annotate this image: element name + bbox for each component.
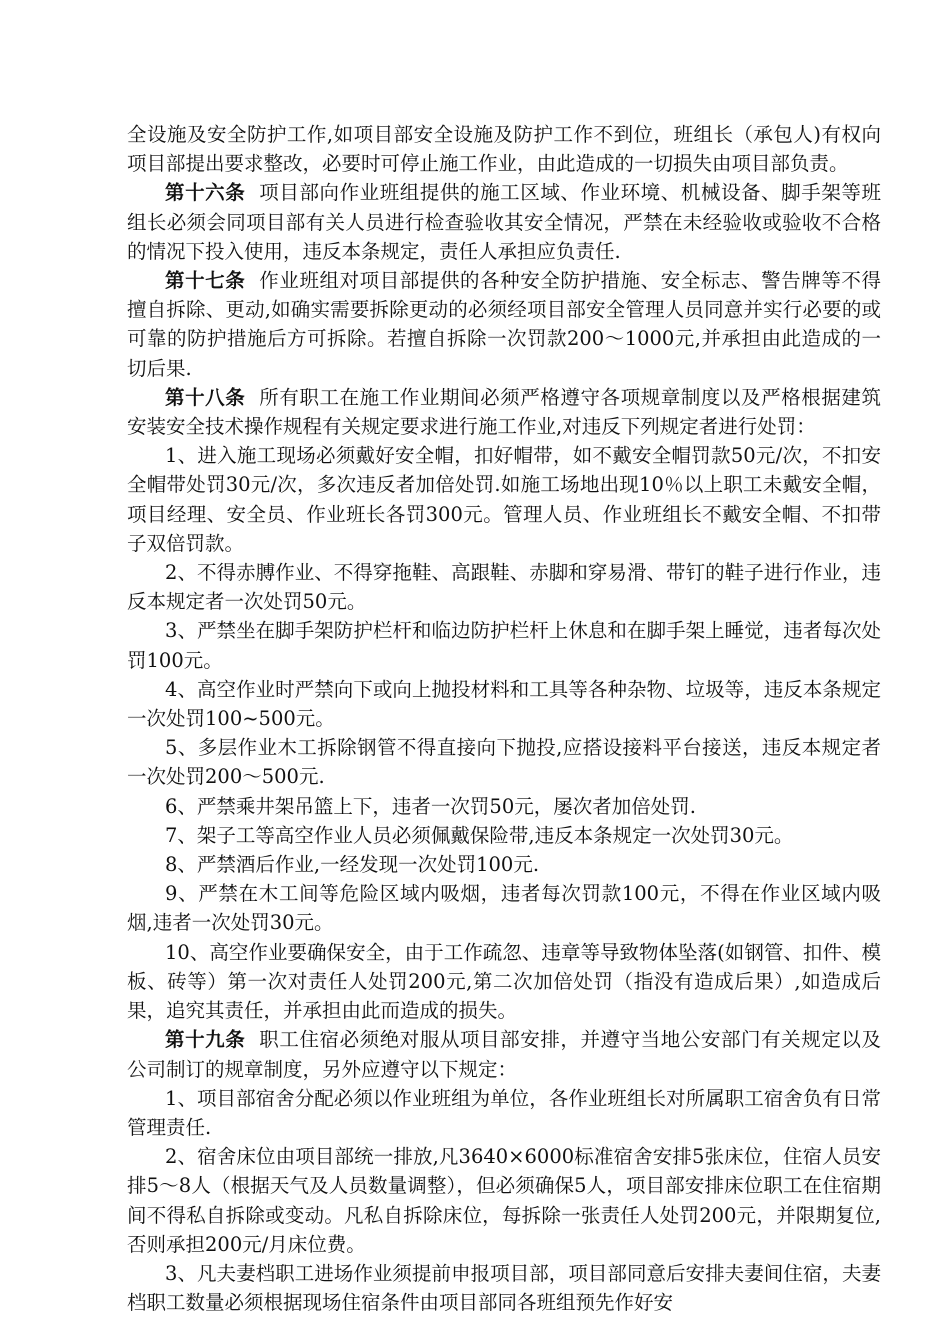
paragraph-text: 7、架子工等高空作业人员必须佩戴保险带,违反本条规定一次处罚30元。 <box>165 823 794 847</box>
list-item <box>127 675 881 733</box>
paragraph-text: 9、严禁在木工间等危险区域内吸烟，违者每次罚款100元，不得在作业区域内吸烟,违者一次处罚30元。 <box>127 882 881 935</box>
paragraph-text: 全设施及安全防护工作,如项目部安全设施及防护工作不到位，班组长（承包人)有权向项目部提出要求整改，必要时可停止施工作业，由此造成的一切损失由项目部负责。 <box>127 123 881 176</box>
list-item <box>127 616 881 674</box>
article-heading: 第十九条 <box>165 1028 246 1052</box>
document-body <box>127 120 881 1317</box>
list-item <box>127 733 881 791</box>
paragraph-text: 2、不得赤膊作业、不得穿拖鞋、高跟鞋、赤脚和穿易滑、带钉的鞋子进行作业，违反本规定者一次处罚50元。 <box>127 561 881 614</box>
paragraph-text: 3、严禁坐在脚手架防护栏杆和临边防护栏杆上休息和在脚手架上睡觉，违者每次处罚100元。 <box>127 619 881 672</box>
paragraph-text: 1、进入施工现场必须戴好安全帽，扣好帽带，如不戴安全帽罚款50元/次，不扣安全帽带处罚30元/次，多次违反者加倍处罚.如施工场地出现10％以上职工未戴安全帽，项目经理、安全员、作业班长各罚300元。管理人员、作业班组长不戴安全帽、不扣带子双倍罚款。 <box>127 444 881 555</box>
paragraph-text: 10、高空作业要确保安全，由于工作疏忽、违章等导致物体坠落(如钢管、扣件、模板、砖等）第一次对责任人处罚200元,第二次加倍处罚（指没有造成后果）,如造成后果，追究其责任，并承担由此而造成的损失。 <box>127 940 881 1023</box>
article-heading: 第十八条 <box>165 385 246 409</box>
article-heading: 第十六条 <box>165 181 246 205</box>
list-item <box>127 792 881 821</box>
list-item <box>127 441 881 558</box>
paragraph-text: 4、高空作业时严禁向下或向上抛投材料和工具等各种杂物、垃圾等，违反本条规定一次处罚100~500元。 <box>127 677 881 731</box>
paragraph-text: 3、凡夫妻档职工进场作业须提前申报项目部，项目部同意后安排夫妻间住宿，夫妻档职工数量必须根据现场住宿条件由项目部同各班组预先作好安 <box>127 1261 881 1315</box>
list-item <box>127 558 881 616</box>
paragraph-text: 1、项目部宿舍分配必须以作业班组为单位，各作业班组长对所属职工宿舍负有日常管理责任. <box>127 1086 881 1139</box>
list-item <box>127 1259 881 1317</box>
article-17 <box>127 266 881 383</box>
list-item <box>127 821 881 850</box>
list-item <box>127 1084 881 1142</box>
paragraph-text: 6、严禁乘井架吊篮上下，违者一次罚50元，屡次者加倍处罚. <box>165 794 696 818</box>
paragraph-text: 职工住宿必须绝对服从项目部安排，并遵守当地公安部门有关规定以及公司制订的规章制度，另外应遵守以下规定： <box>127 1028 881 1081</box>
article-16 <box>127 178 881 266</box>
paragraph-text: 8、严禁酒后作业,一经发现一次处罚100元. <box>165 853 540 877</box>
paragraph-text: 作业班组对项目部提供的各种安全防护措施、安全标志、警告牌等不得擅自拆除、更动,如确实需要拆除更动的必须经项目部安全管理人员同意并实行必要的或可靠的防护措施后方可拆除。若擅自拆除一次罚款200～1000元,并承担由此造成的一切后果. <box>127 269 881 380</box>
article-18 <box>127 383 881 441</box>
paragraph-text: 5、多层作业木工拆除钢管不得直接向下抛投,应搭设接料平台接送，违反本规定者一次处罚200～500元. <box>127 736 881 789</box>
article-19 <box>127 1025 881 1083</box>
paragraph-continuation <box>127 120 881 178</box>
article-heading: 第十七条 <box>165 269 246 293</box>
list-item <box>127 938 881 1026</box>
paragraph-text: 项目部向作业班组提供的施工区域、作业环境、机械设备、脚手架等班组长必须会同项目部有关人员进行检查验收其安全情况，严禁在未经验收或验收不合格的情况下投入使用，违反本条规定，责任人承担应负责任. <box>127 181 881 263</box>
list-item <box>127 850 881 879</box>
paragraph-text: 2、宿舍床位由项目部统一排放,凡3640×6000标准宿舍安排5张床位，住宿人员安排5～8人（根据天气及人员数量调整），但必须确保5人，项目部安排床位职工在住宿期间不得私自拆除或变动。凡私自拆除床位，每拆除一张责任人处罚200元，并限期复位,否则承担200元/月床位费。 <box>127 1145 881 1256</box>
list-item <box>127 879 881 937</box>
list-item <box>127 1142 881 1259</box>
paragraph-text: 所有职工在施工作业期间必须严格遵守各项规章制度以及严格根据建筑安装安全技术操作规程有关规定要求进行施工作业,对违反下列规定者进行处罚： <box>127 385 881 439</box>
